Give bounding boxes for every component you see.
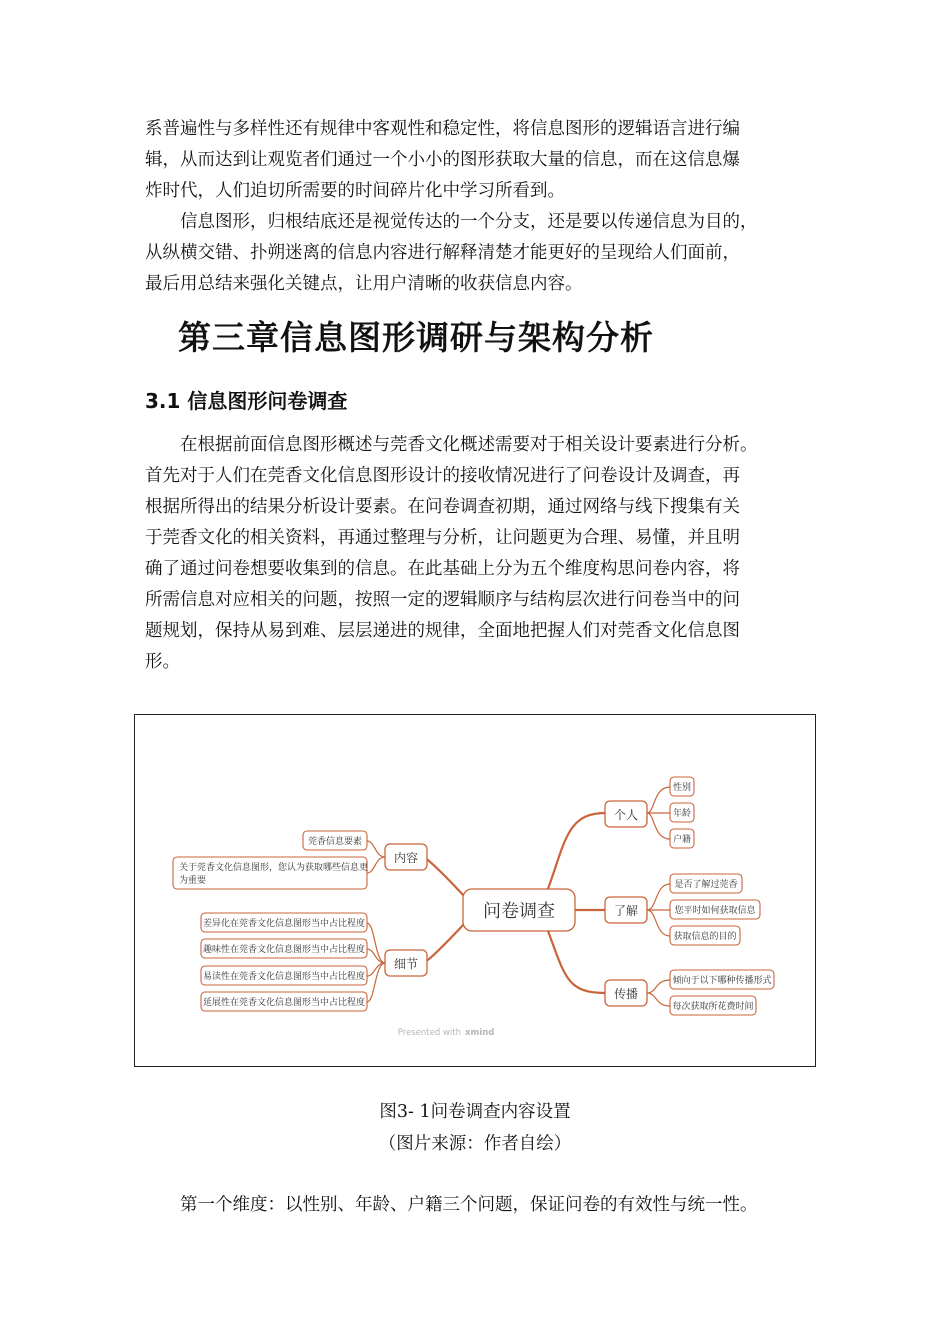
leaf-label: 莞香信息要素 (307, 837, 363, 847)
xmind-watermark (398, 1028, 495, 1038)
branch-label: 传播 (613, 987, 639, 1001)
connector-leaf (367, 857, 385, 873)
branch-label: 了解 (613, 904, 639, 918)
connector-leaf (647, 910, 670, 936)
section-paragraph (145, 430, 825, 678)
connector-personal (545, 813, 605, 897)
intro-paragraph-1 (145, 114, 825, 207)
connector-leaf (647, 993, 670, 1006)
text-line: 题规划，保持从易到难、层层递进的规律，全面地把握人们对莞香文化信息图 (145, 621, 740, 641)
text-line: 系普遍性与多样性还有规律中客观性和稳定性，将信息图形的逻辑语言进行编 (145, 119, 740, 139)
leaf-node (670, 970, 774, 989)
text-line: 炸时代，人们迫切所需要的时间碎片化中学习所看到。 (145, 181, 565, 201)
leaf-label: 年龄 (672, 809, 692, 819)
figure-source: （图片来源：作者自绘） (378, 1134, 572, 1154)
leaf-label: 关于莞香文化信息图形，您认为获取哪些信息更 (179, 863, 369, 873)
branch-understand (605, 897, 647, 923)
leaf-node (670, 996, 756, 1015)
connector-leaf (647, 787, 670, 813)
leaf-label: 您平时如何获取信息 (674, 906, 756, 916)
leaf-node (201, 992, 367, 1011)
leaf-label: 获取信息的目的 (673, 932, 737, 942)
center-node-label: 问卷调查 (483, 901, 555, 922)
watermark-prefix: Presented with (397, 1028, 461, 1038)
connector-leaf (367, 841, 385, 857)
leaf-node (670, 803, 694, 822)
text-line: 于莞香文化的相关资料，再通过整理与分析，让问题更为合理、易懂，并且明 (145, 528, 740, 548)
leaf-node (201, 939, 367, 958)
branch-spread (605, 980, 647, 1006)
leaf-node (670, 777, 694, 796)
text-line: 根据所得出的结果分析设计要素。在问卷调查初期，通过网络与线下搜集有关 (145, 497, 740, 517)
connector-leaf (647, 980, 670, 993)
leaf-node (201, 913, 367, 932)
leaf-label: 为重要 (179, 876, 207, 886)
text-line: 信息图形，归根结底还是视觉传达的一个分支，还是要以传递信息为目的， (180, 212, 758, 232)
watermark-brand: xmind (465, 1028, 495, 1038)
text-line: 在根据前面信息图形概述与莞香文化概述需要对于相关设计要素进行分析。 (180, 435, 758, 455)
leaf-node (670, 900, 760, 919)
text-line: 确了通过问卷想要收集到的信息。在此基础上分为五个维度构思问卷内容，将 (145, 559, 740, 579)
connector-leaf (647, 884, 670, 910)
branch-content (385, 844, 427, 870)
leaf-node (303, 831, 367, 850)
center-node (463, 889, 575, 931)
connector-detail (423, 923, 465, 963)
branch-detail (385, 950, 427, 976)
chapter-title: 第三章信息图形调研与架构分析 (178, 318, 654, 357)
leaf-label: 是否了解过莞香 (674, 880, 738, 890)
connector-leaf (647, 813, 670, 839)
leaf-label: 每次获取所花费时间 (672, 1002, 754, 1012)
leaf-label: 户籍 (672, 835, 692, 845)
leaf-label: 易读性在莞香文化信息图形当中占比程度 (202, 972, 366, 982)
mindmap-figure (134, 714, 816, 1067)
closing-paragraph (145, 1190, 825, 1221)
branch-personal (605, 801, 647, 827)
section-title: 3.1 信息图形问卷调查 (145, 389, 348, 413)
connector-content (423, 857, 465, 897)
leaf-node (670, 926, 740, 945)
leaf-node (670, 874, 742, 893)
text-line: 辑，从而达到让观览者们通过一个小小的图形获取大量的信息，而在这信息爆 (145, 150, 740, 170)
leaf-label: 性别 (672, 783, 692, 793)
text-line: 第一个维度：以性别、年龄、户籍三个问题，保证问卷的有效性与统一性。 (180, 1195, 758, 1215)
figure-caption: 图3- 1问卷调查内容设置 (379, 1102, 571, 1122)
leaf-node (201, 966, 367, 985)
text-line: 形。 (145, 652, 180, 672)
branch-label: 个人 (613, 808, 639, 822)
text-line: 首先对于人们在莞香文化信息图形设计的接收情况进行了问卷设计及调查，再 (145, 466, 740, 486)
leaf-label: 趣味性在莞香文化信息图形当中占比程度 (202, 945, 366, 955)
text-line: 最后用总结来强化关键点，让用户清晰的收获信息内容。 (145, 274, 583, 294)
leaf-node (173, 857, 368, 889)
text-line: 从纵横交错、扑朔迷离的信息内容进行解释清楚才能更好的呈现给人们面前， (145, 243, 740, 263)
connector-leaf (367, 963, 385, 976)
branch-label: 细节 (393, 957, 419, 971)
connector-spread (545, 923, 605, 993)
branch-label: 内容 (393, 851, 419, 865)
intro-paragraph-2 (145, 207, 825, 300)
leaf-node (670, 829, 694, 848)
text-line: 所需信息对应相关的问题，按照一定的逻辑顺序与结构层次进行问卷当中的问 (145, 590, 740, 610)
leaf-label: 延展性在莞香文化信息图形当中占比程度 (202, 998, 366, 1008)
mindmap-canvas (135, 715, 815, 1066)
leaf-label: 倾向于以下哪种传播形式 (672, 976, 772, 986)
connector-leaf (367, 949, 385, 963)
leaf-label: 差异化在莞香文化信息图形当中占比程度 (202, 919, 366, 929)
